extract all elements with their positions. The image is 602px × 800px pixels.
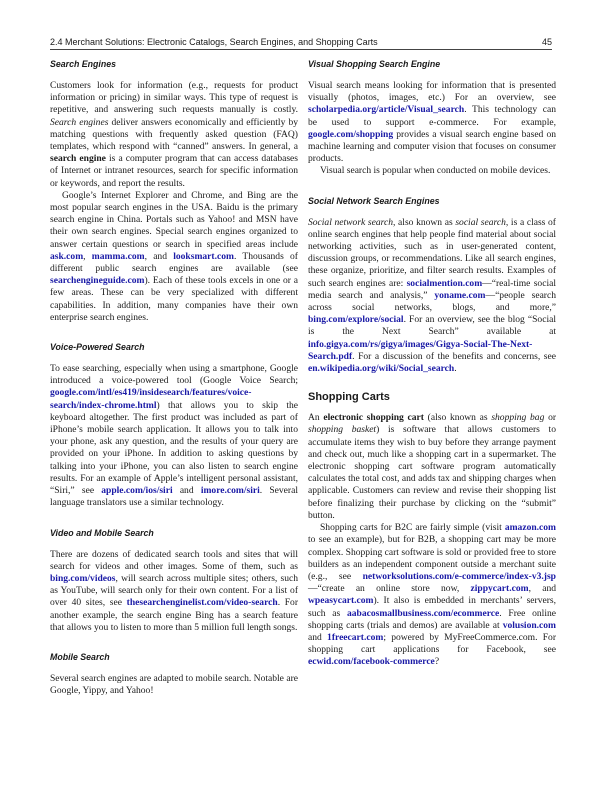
- term-social-search: social search: [455, 216, 506, 228]
- heading-visual-search: Visual Shopping Search Engine: [308, 59, 441, 69]
- text: ). It also is embedded in merchants’ servers, such as: [308, 595, 556, 619]
- link-searchengineguide[interactable]: searchengineguide.com: [50, 275, 145, 287]
- left-column: [50, 58, 298, 697]
- link-socialmention[interactable]: socialmention.com: [406, 277, 483, 289]
- text: —“create an online store now,: [308, 583, 471, 595]
- text: .: [454, 363, 457, 375]
- text: —“people search across social networks, blogs, and more,”: [308, 289, 556, 314]
- heading-mobile-search: Mobile Search: [50, 651, 110, 662]
- text: , and: [144, 250, 174, 262]
- text: Shopping carts for B2C are fairly simple (visit: [320, 522, 505, 534]
- link-mamma[interactable]: mamma.com: [91, 250, 145, 262]
- link-networksolutions[interactable]: networksolutions.com/e-commerce/index-v3.jsp: [362, 570, 556, 582]
- term-shopping-bag: shopping bag: [491, 412, 545, 424]
- link-wpeasycart[interactable]: wpeasycart.com: [308, 595, 374, 607]
- text: Google’s Internet Explorer and Chrome, and Bing are the most popular search engines in the USA. Baidu is the primary search engine in China. Portals such as Yahoo! and MSN have their own search engines. Special search engines organized to answer certain questions or search in specified areas include: [50, 189, 298, 250]
- text: . Thousands of different public search engines are available (see: [50, 250, 298, 275]
- link-bing-social[interactable]: bing.com/explore/social: [308, 314, 404, 326]
- paragraph-search-engines-2: [50, 190, 298, 324]
- spacer: [50, 510, 298, 527]
- text: Visual search means looking for information that is presented visually (photos, images, etc.) For an overview, see: [308, 80, 556, 104]
- header-rule: [50, 49, 552, 50]
- text: and: [172, 485, 201, 497]
- paragraph-visual-search-1: [308, 80, 556, 165]
- heading-video-mobile-search: Video and Mobile Search: [50, 527, 154, 538]
- link-wikipedia-social-search[interactable]: en.wikipedia.org/wiki/Social_search: [308, 363, 455, 375]
- link-ecwid-facebook[interactable]: ecwid.com/facebook-commerce: [308, 656, 435, 668]
- text: To ease searching, especially when using a smartphone, Google introduced a voice-powered tool (Google Voice Search;: [50, 363, 298, 387]
- paragraph-video-search: [50, 549, 298, 634]
- text: ; powered by MyFreeCommerce.com. For shopping cart applications for Facebook, see: [308, 631, 556, 656]
- text: ) is software that allows customers to accumulate items they wish to buy before they arrange payment and check out, much like a shopping cart in a supermarket. The electronic shopping cart software program automatically calculates the total cost, and adds tax and shipping charges when applicable. Customers can review and revise their shopping list before finalizing their purchase by clicking on the “submit” button.: [308, 424, 556, 521]
- link-google-shopping[interactable]: google.com/shopping: [308, 128, 394, 140]
- link-bing-videos[interactable]: bing.com/videos: [50, 572, 116, 584]
- link-scholarpedia[interactable]: scholarpedia.org/article/Visual_search: [308, 104, 465, 116]
- spacer: [308, 178, 556, 195]
- text: , and: [528, 583, 556, 595]
- heading-search-engines: Search Engines: [50, 59, 117, 69]
- link-amazon[interactable]: amazon.com: [504, 522, 556, 534]
- link-thesearchenginelist[interactable]: thesearchenginelist.com/video-search: [126, 597, 278, 609]
- text: There are dozens of dedicated search tools and sites that will search for videos and other images. Some of them, such as: [50, 548, 298, 572]
- text: . For another example, the search engine Bing has a search feature that allows you to listen to more than 5 million full length songs.: [50, 597, 298, 633]
- link-ask[interactable]: ask.com: [50, 250, 84, 262]
- text: . For an overview, see the blog “Social is the Next Search” available at: [308, 314, 556, 338]
- spacer: [50, 324, 298, 341]
- text: ?: [434, 656, 440, 668]
- link-aabacosmallbusiness[interactable]: aabacosmallbusiness.com/ecommerce: [346, 607, 500, 619]
- link-volusion[interactable]: volusion.com: [502, 619, 556, 631]
- paragraph-shopping-carts-1: [308, 412, 556, 522]
- paragraph-social-search: [308, 217, 556, 376]
- spacer: [308, 375, 556, 390]
- paragraph-voice-search: [50, 363, 298, 509]
- link-1freecart[interactable]: 1freecart.com: [327, 631, 384, 643]
- link-google-voice-search[interactable]: google.com/intl/es419/insidesearch/features/voice-search/index-chrome.html: [50, 387, 252, 411]
- paragraph-visual-search-2: Visual search is popular when conducted on mobile devices.: [320, 165, 551, 177]
- text: , will search across multiple sites; others, such as YouTube, will search only for their own content. For a list of over 40 sites, see: [50, 572, 298, 609]
- term-search-engines: Search engines: [50, 116, 109, 128]
- paragraph-mobile-search: Several search engines are adapted to mobile search. Notable are Google, Yippy, and Yahoo!: [50, 672, 298, 697]
- text: ) that allows you to skip the keyboard altogether. The first product was included as part of iPhone’s mobile search application. It allows you to talk into your phone, ask any question, and the results of your query are provided on your iPhone. In addition to asking questions by talking into your iPhone, you can also listen to search engine results. For an example of Apple’s intelligent personal assistant, “Siri,” see: [50, 399, 298, 497]
- text: provides a visual search engine based on machine learning and computer vision that focuses on consumer products.: [308, 128, 556, 165]
- text: ,: [83, 250, 92, 262]
- term-search-engine: search engine: [50, 153, 106, 165]
- heading-voice-search: Voice-Powered Search: [50, 342, 145, 353]
- text: ). Each of these tools excels in one or a few areas. These can be very specialized with different capabilities. In addition, many companies have their own enterprise search engines.: [50, 275, 298, 323]
- right-column: [308, 58, 556, 669]
- term-electronic-shopping-cart: electronic shopping cart: [323, 412, 424, 424]
- link-yoname[interactable]: yoname.com: [434, 289, 486, 301]
- text: , is a class of online search engines that help people find material about social networking activities, such as in user-generated content, discussion groups, or recommendations. Like all search engines, these organize, prioritize, and filter search results. Examples of such search engines are:: [308, 216, 556, 289]
- text: and: [308, 631, 328, 643]
- text: . Free online shopping carts (trials and demos) are available at: [308, 607, 556, 631]
- term-shopping-basket: shopping basket: [308, 424, 377, 436]
- text: . This technology can be used to support e-commerce. For example,: [308, 104, 556, 128]
- link-zippycart[interactable]: zippycart.com: [470, 583, 529, 595]
- text: Customers look for information (e.g., requests for product information or pricing) in similar ways. This type of request is repetitive, and answering such requests manually is costly.: [50, 80, 298, 116]
- text: deliver answers economically and efficiently by matching questions with frequently asked question (FAQ) templates, which respond with “canned” answers. In general, a: [50, 116, 298, 153]
- text: , also known as: [393, 216, 456, 228]
- spacer: [50, 634, 298, 651]
- link-gigya[interactable]: info.gigya.com/rs/gigya/images/Gigya-Social-The-Next-Search.pdf: [308, 338, 533, 362]
- heading-social-search: Social Network Search Engines: [308, 195, 440, 206]
- paragraph-shopping-carts-2: [308, 522, 556, 668]
- heading-shopping-carts: Shopping Carts: [308, 391, 390, 404]
- link-imore-siri[interactable]: imore.com/siri: [200, 485, 260, 497]
- text: An: [308, 412, 324, 424]
- text: to see an example), but for B2B, a shopping cart may be more complex. Shopping cart software is sold or provided free to store builders as an independent component outside a merchant suite (e.g., see: [308, 534, 556, 582]
- link-looksmart[interactable]: looksmart.com: [173, 250, 234, 262]
- text: (also known as: [423, 412, 492, 424]
- text: . Several language translators use a similar technology.: [50, 485, 298, 509]
- text: is a computer program that can access databases of Internet or intranet resources, search for specific information or keywords, and report the results.: [50, 153, 298, 189]
- term-social-network-search: Social network search: [308, 216, 394, 228]
- text: . For a discussion of the benefits and concerns, see: [352, 350, 556, 362]
- paragraph-search-engines-1: [50, 80, 298, 190]
- text: —“real-time social media search and analysis,”: [308, 277, 556, 301]
- running-header-title: 2.4 Merchant Solutions: Electronic Catalogs, Search Engines, and Shopping Carts: [50, 37, 378, 47]
- link-apple-siri[interactable]: apple.com/ios/siri: [101, 485, 173, 497]
- text: or: [544, 412, 557, 424]
- page-number: 45: [541, 37, 552, 47]
